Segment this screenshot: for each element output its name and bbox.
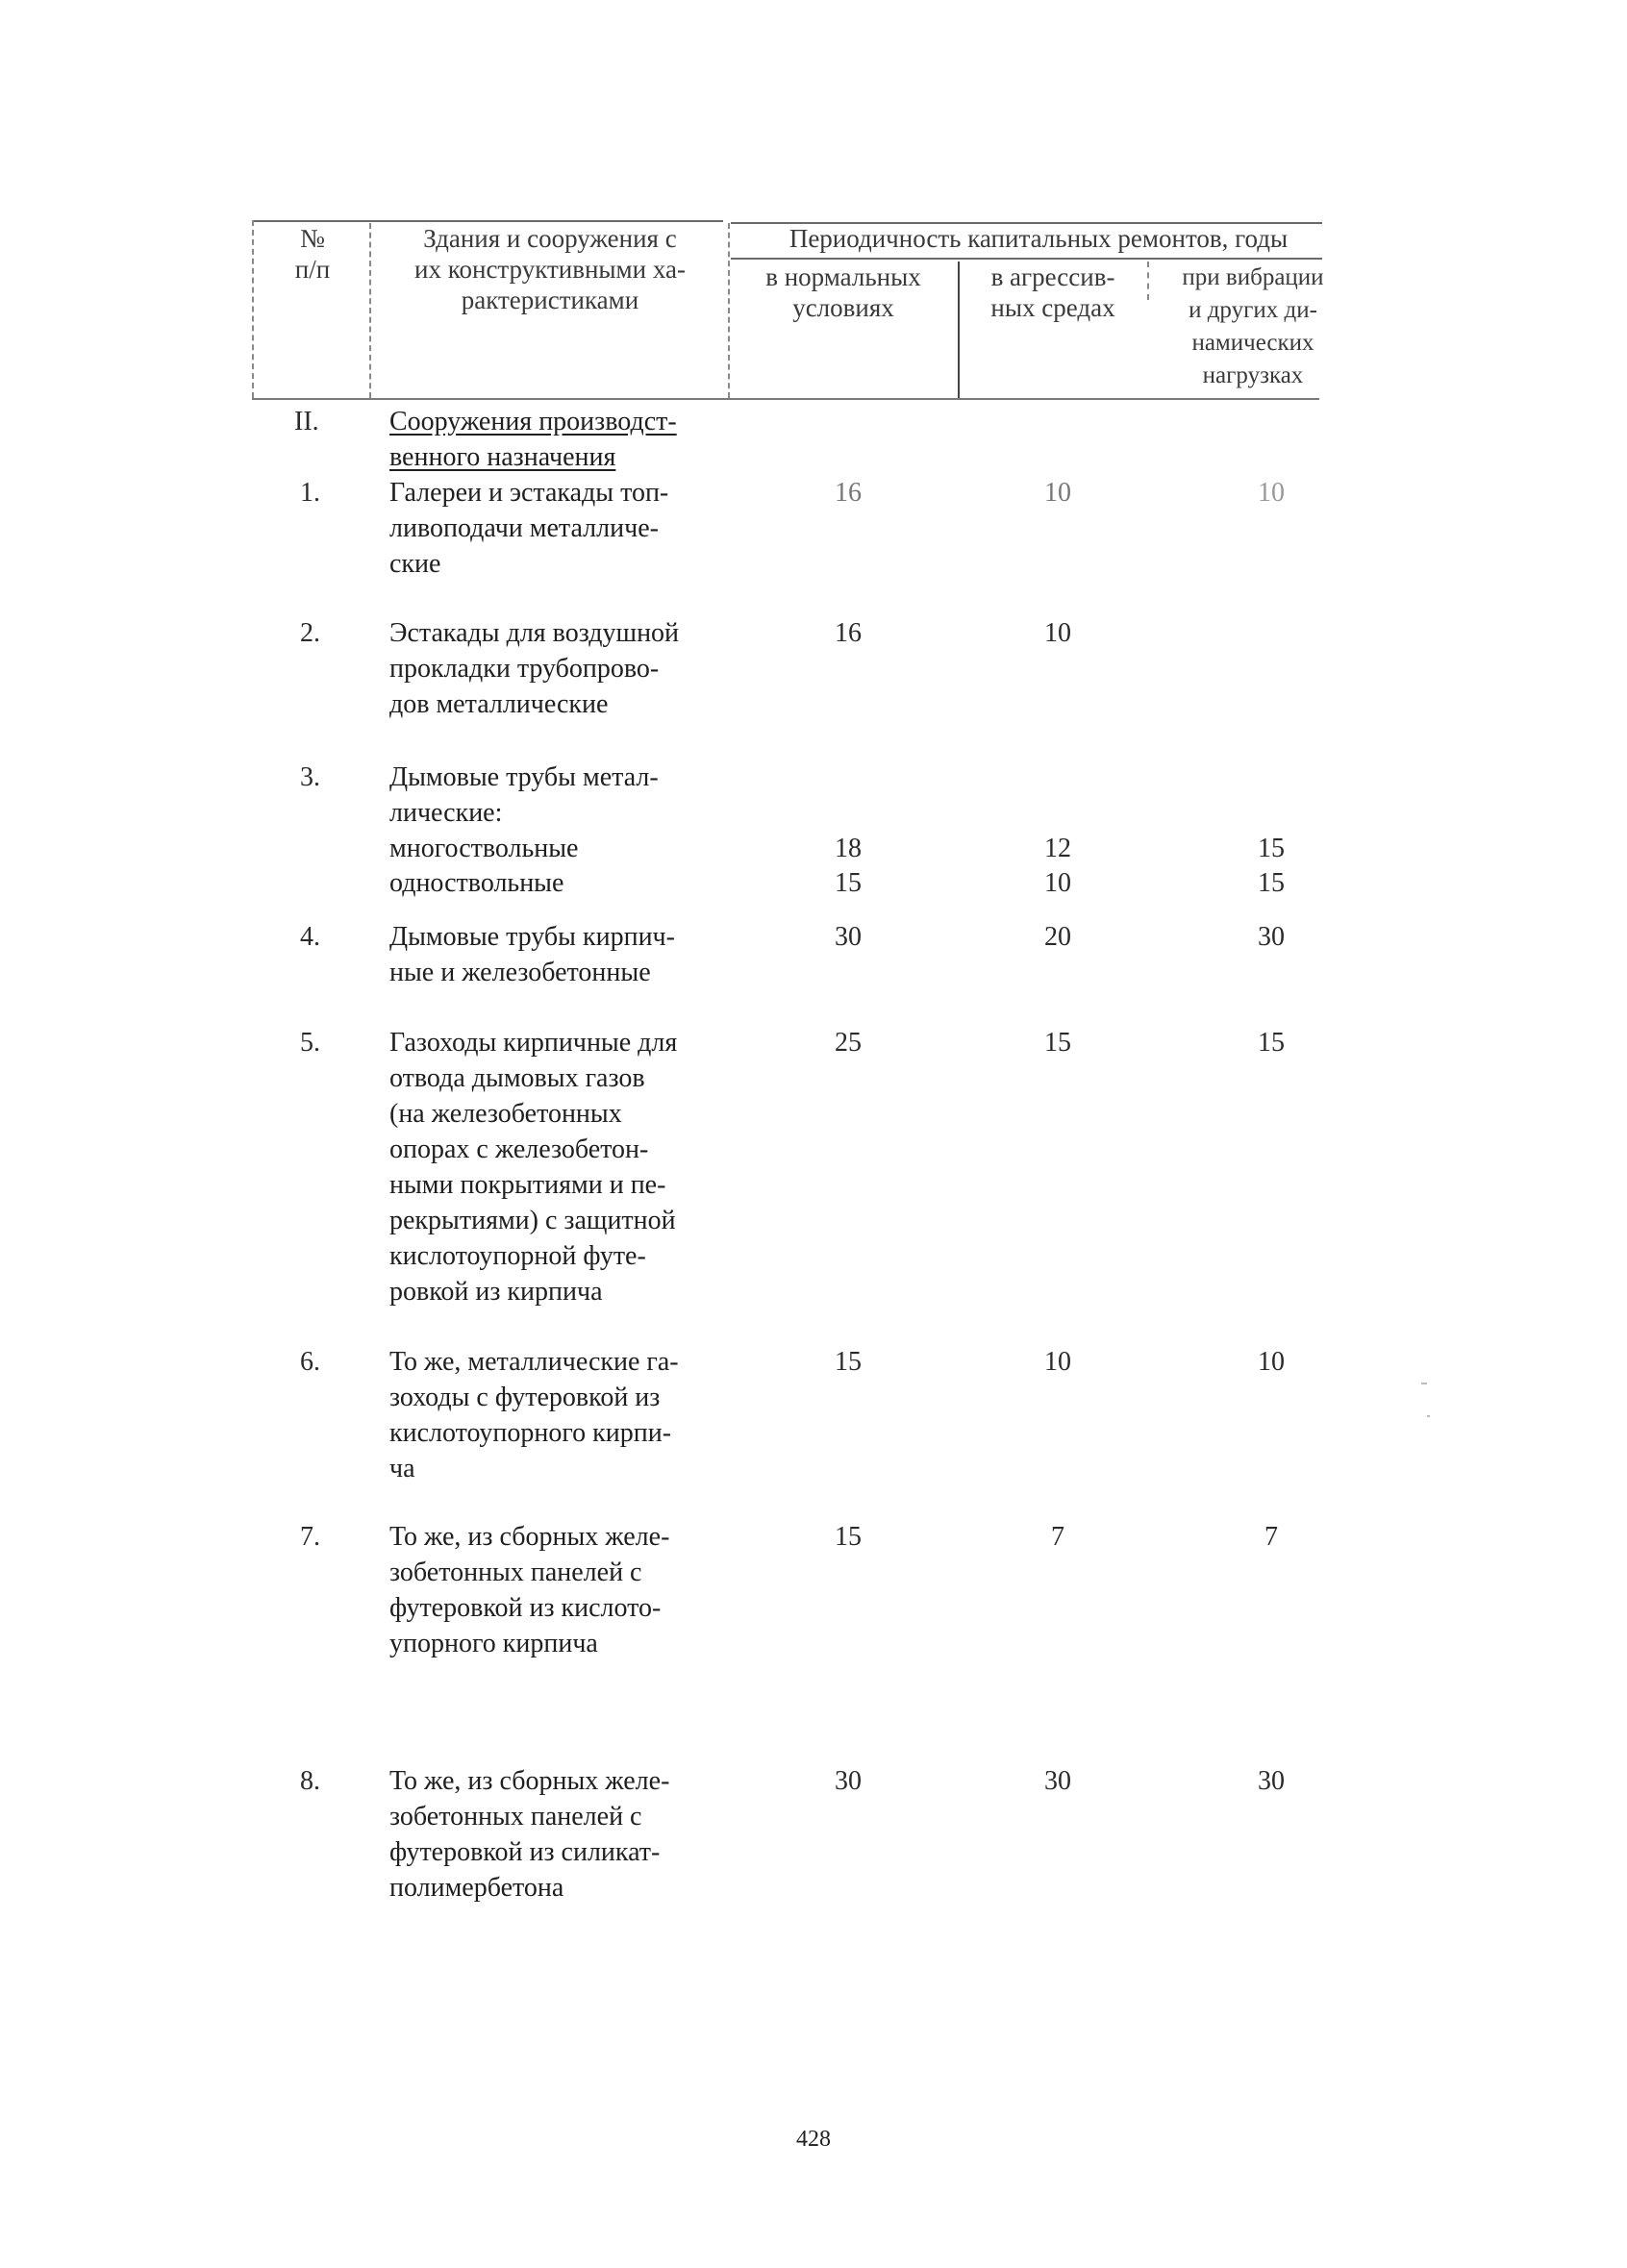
row-number: 2. xyxy=(300,618,320,648)
value-vibration: 10 xyxy=(1258,1347,1285,1377)
value-aggressive: 10 xyxy=(1044,868,1071,898)
description-line: Дымовые трубы метал- xyxy=(389,762,659,792)
header-col-aggressive: в агрессив- ных средах xyxy=(990,262,1115,322)
value-aggressive: 30 xyxy=(1044,1766,1071,1796)
description-line: зоходы с футеровкой из xyxy=(389,1383,661,1412)
description-line: ные и железобетонные xyxy=(389,958,651,987)
value-vibration: 10 xyxy=(1258,478,1285,508)
subrow-label: многоствольные xyxy=(389,834,579,863)
value-vibration: 7 xyxy=(1264,1522,1278,1552)
description-line: ча xyxy=(389,1454,415,1483)
scan-speck xyxy=(1421,1383,1427,1384)
value-aggressive: 15 xyxy=(1044,1028,1071,1058)
header-divider-name xyxy=(728,223,730,398)
description-line: кислотоупорного кирпи- xyxy=(389,1418,672,1448)
value-aggressive: 10 xyxy=(1044,1347,1071,1377)
header-divider-normal xyxy=(958,262,960,398)
header-col-name: Здания и сооружения с их конструктивными ха- рактеристиками xyxy=(414,224,686,314)
row-description xyxy=(389,760,721,831)
description-line: кислотоупорной футе- xyxy=(389,1241,646,1271)
header-col-num: № п/п xyxy=(294,224,331,284)
description-line: Эстакады для воздушной xyxy=(389,618,680,648)
header-bottom-rule xyxy=(252,398,1319,400)
value-normal: 18 xyxy=(835,834,862,863)
scan-speck xyxy=(1427,1415,1430,1417)
value-vibration: 15 xyxy=(1258,868,1285,898)
description-line: лические: xyxy=(389,798,503,828)
header-col-group: Периодичность капитальных ремонтов, годы xyxy=(788,224,1289,253)
description-line: ливоподачи металличе- xyxy=(389,513,659,543)
header-divider-left xyxy=(252,220,254,398)
header-group-underline xyxy=(731,258,1322,260)
value-vibration: 15 xyxy=(1258,1028,1285,1058)
description-line: То же, из сборных желе- xyxy=(389,1766,670,1796)
description-line: Газоходы кирпичные для xyxy=(389,1028,678,1058)
description-line: ными покрытиями и пе- xyxy=(389,1170,666,1200)
description-line: полимербетона xyxy=(389,1873,564,1903)
description-line: рекрытиями) с защитной xyxy=(389,1206,676,1235)
value-normal: 15 xyxy=(835,1522,862,1552)
description-line: опорах с железобетон- xyxy=(389,1134,649,1164)
description-line: То же, из сборных желе- xyxy=(389,1522,670,1552)
description-line: (на железобетонных xyxy=(389,1099,622,1129)
row-number: 5. xyxy=(300,1028,320,1058)
value-aggressive: 10 xyxy=(1044,478,1071,508)
value-vibration: 30 xyxy=(1258,922,1285,952)
description-line: отвода дымовых газов xyxy=(389,1063,645,1093)
row-number: 7. xyxy=(300,1522,320,1552)
description-line: зобетонных панелей с xyxy=(389,1558,642,1587)
subrow-label: одноствольные xyxy=(389,868,564,898)
row-description xyxy=(389,615,721,722)
value-aggressive: 7 xyxy=(1051,1522,1064,1552)
section-title-line: венного назначения xyxy=(389,442,616,472)
description-line: ровкой из кирпича xyxy=(389,1277,603,1307)
row-description xyxy=(389,1025,721,1309)
header-divider-num xyxy=(369,223,371,398)
row-description xyxy=(389,1763,721,1906)
row-description xyxy=(389,475,721,582)
section-title xyxy=(389,404,721,475)
row-number: 4. xyxy=(300,922,320,952)
row-description xyxy=(389,1344,721,1486)
description-line: ские xyxy=(389,549,441,579)
description-line: Галереи и эстакады топ- xyxy=(389,478,669,508)
row-number: 8. xyxy=(300,1766,320,1796)
value-normal: 25 xyxy=(835,1028,862,1058)
value-aggressive: 20 xyxy=(1044,922,1071,952)
section-title-line: Сооружения производст- xyxy=(389,407,677,436)
header-col-normal: в нормальных условиях xyxy=(765,262,921,322)
description-line: футеровкой из силикат- xyxy=(389,1837,661,1867)
value-normal: 16 xyxy=(835,618,862,648)
section-number: II. xyxy=(294,407,319,436)
value-aggressive: 12 xyxy=(1044,834,1071,863)
description-line: Дымовые трубы кирпич- xyxy=(389,922,675,952)
value-normal: 30 xyxy=(835,1766,862,1796)
page-number: 428 xyxy=(796,2127,831,2152)
description-line: дов металлические xyxy=(389,689,609,719)
description-line: упорного кирпича xyxy=(389,1629,598,1658)
header-col-vibration: при вибрации и других ди- намических нагрузках xyxy=(1182,264,1324,388)
value-normal: 16 xyxy=(835,478,862,508)
description-line: То же, металлические га- xyxy=(389,1347,679,1377)
value-normal: 15 xyxy=(835,1347,862,1377)
header-top-rule-left xyxy=(252,220,723,222)
row-description xyxy=(389,919,721,990)
value-aggressive: 10 xyxy=(1044,618,1071,648)
value-vibration: 15 xyxy=(1258,834,1285,863)
header-divider-aggressive xyxy=(1147,262,1149,300)
description-line: зобетонных панелей с xyxy=(389,1802,642,1832)
row-number: 3. xyxy=(300,762,320,792)
value-vibration: 30 xyxy=(1258,1766,1285,1796)
row-description xyxy=(389,1519,721,1661)
description-line: футеровкой из кислото- xyxy=(389,1593,662,1623)
value-normal: 30 xyxy=(835,922,862,952)
row-number: 6. xyxy=(300,1347,320,1377)
row-number: 1. xyxy=(300,478,320,508)
description-line: прокладки трубопрово- xyxy=(389,654,660,684)
value-normal: 15 xyxy=(835,868,862,898)
